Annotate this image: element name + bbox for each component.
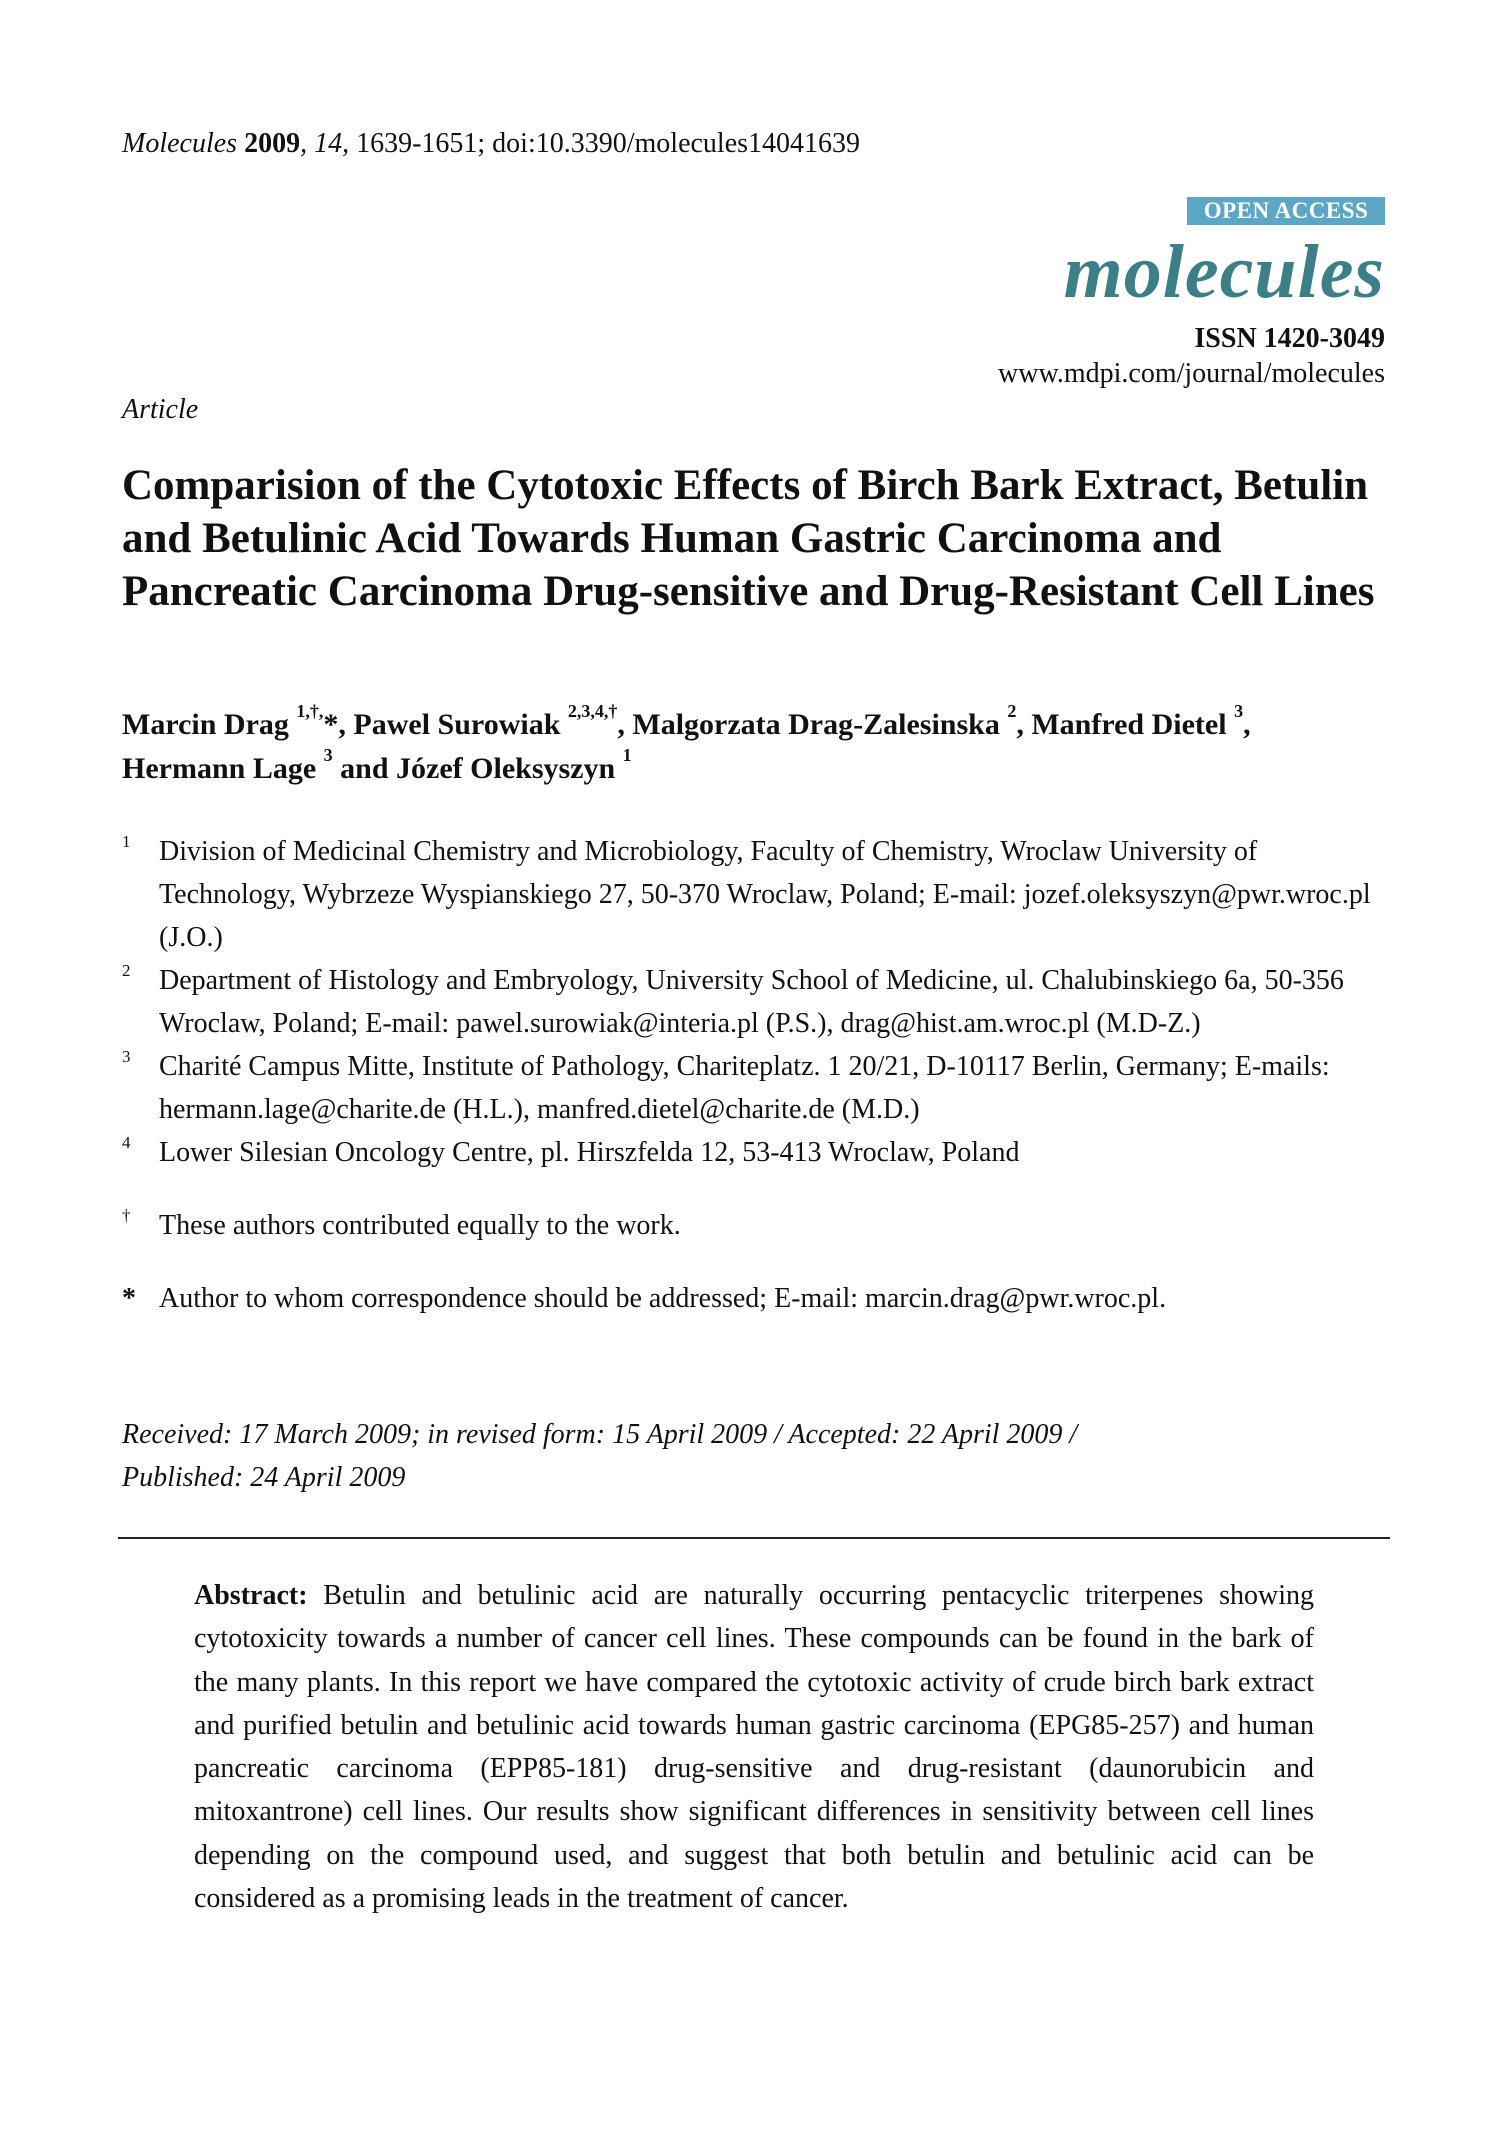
dagger-mark: † bbox=[122, 1206, 131, 1225]
affiliation-text: Charité Campus Mitte, Institute of Pathology, Chariteplatz. 1 20/21, D-10117 Berlin, Germany; E-mails: hermann.lage@charite.de (H.L.), manfred.dietel@charite.de (M.D.) bbox=[159, 1051, 1330, 1125]
affiliation-number: 4 bbox=[122, 1133, 131, 1152]
author-separator: and bbox=[332, 752, 397, 785]
affiliation-text: Division of Medicinal Chemistry and Microbiology, Faculty of Chemistry, Wroclaw University of Technology, Wybrzeze Wyspianskiego 27, 50-370 Wroclaw, Poland; E-mail: jozef.oleksyszyn@pwr.wroc.pl (J.O.) bbox=[159, 836, 1371, 953]
abstract-label: Abstract: bbox=[194, 1580, 308, 1611]
section-divider bbox=[118, 1537, 1390, 1539]
equal-contribution-text: These authors contributed equally to the work. bbox=[159, 1210, 681, 1241]
citation-line bbox=[122, 126, 860, 162]
author-separator: *, bbox=[323, 708, 354, 741]
spacer bbox=[122, 1174, 1392, 1204]
affiliation-number: 1 bbox=[122, 832, 131, 851]
author-affiliation-marks: 3 bbox=[323, 745, 333, 765]
article-type: Article bbox=[122, 394, 199, 425]
open-access-badge: OPEN ACCESS bbox=[1187, 197, 1385, 225]
author-affiliation-marks: 2,3,4,† bbox=[567, 701, 618, 721]
author-separator: , bbox=[1016, 708, 1032, 741]
pages-doi: 1639-1651; doi:10.3390/molecules14041639 bbox=[349, 128, 861, 159]
author-name: Manfred Dietel bbox=[1031, 708, 1227, 741]
journal-url: www.mdpi.com/journal/molecules bbox=[998, 358, 1385, 389]
affiliation-item bbox=[122, 1045, 1392, 1131]
author-name: Hermann Lage bbox=[122, 752, 317, 785]
author-affiliation-marks: 1,†, bbox=[296, 701, 324, 721]
correspondence-note bbox=[122, 1277, 1392, 1320]
abstract bbox=[194, 1574, 1314, 1920]
affiliation-item bbox=[122, 830, 1392, 959]
publication-dates bbox=[122, 1413, 1392, 1499]
paper-title: Comparision of the Cytotoxic Effects of Birch Bark Extract, Betulin and Betulinic Acid Towards Human Gastric Carcinoma and Pancreatic Carcinoma Drug-sensitive and Drug-Resistant Cell Lines bbox=[122, 462, 1375, 615]
author-list bbox=[122, 703, 1392, 791]
affiliation-text: Department of Histology and Embryology, University School of Medicine, ul. Chalubinskiego 6a, 50-356 Wroclaw, Poland; E-mail: pawel.surowiak@interia.pl (P.S.), drag@hist.am.wroc.pl (M.D-Z.) bbox=[159, 965, 1344, 1039]
journal-logo: molecules bbox=[1063, 230, 1385, 314]
issn: ISSN 1420-3049 bbox=[1194, 323, 1385, 354]
author-name: Józef Oleksyszyn bbox=[396, 752, 616, 785]
journal-short-name: Molecules bbox=[122, 128, 238, 159]
author-affiliation-marks: 1 bbox=[622, 745, 632, 765]
author-name: Marcin Drag bbox=[122, 708, 289, 741]
volume-number: , 14, bbox=[300, 128, 350, 159]
asterisk-mark: * bbox=[122, 1283, 136, 1314]
correspondence-text: Author to whom correspondence should be addressed; E-mail: marcin.drag@pwr.wroc.pl. bbox=[159, 1283, 1167, 1314]
affiliation-text: Lower Silesian Oncology Centre, pl. Hirszfelda 12, 53-413 Wroclaw, Poland bbox=[159, 1137, 1020, 1168]
affiliation-item bbox=[122, 959, 1392, 1045]
author-affiliation-marks: 3 bbox=[1234, 701, 1244, 721]
spacer bbox=[122, 1247, 1392, 1277]
author-affiliation-marks: 2 bbox=[1007, 701, 1017, 721]
author-separator: , bbox=[617, 708, 633, 741]
author-name: Pawel Surowiak bbox=[353, 708, 561, 741]
abstract-text: Betulin and betulinic acid are naturally occurring pentacyclic triterpenes showing cytotoxicity towards a number of cancer cell lines. These compounds can be found in the bark of the many plants. In this report we have compared the cytotoxic activity of crude birch bark extract and purified betulin and betulinic acid towards human gastric carcinoma (EPG85-257) and human pancreatic carcinoma (EPP85-181) drug-sensitive and drug-resistant (daunorubicin and mitoxantrone) cell lines. Our results show significant differences in sensitivity between cell lines depending on the compound used, and suggest that both betulin and betulinic acid can be considered as a promising leads in the treatment of cancer. bbox=[194, 1580, 1314, 1915]
affiliation-number: 2 bbox=[122, 961, 131, 980]
dates-line-published: Published: 24 April 2009 bbox=[122, 1462, 406, 1493]
affiliation-number: 3 bbox=[122, 1047, 131, 1066]
affiliation-item bbox=[122, 1131, 1392, 1174]
author-name: Malgorzata Drag-Zalesinska bbox=[632, 708, 1000, 741]
author-separator: , bbox=[1243, 708, 1251, 741]
publication-year: 2009 bbox=[244, 128, 301, 159]
equal-contribution-note bbox=[122, 1204, 1392, 1247]
dates-line-received: Received: 17 March 2009; in revised form: 15 April 2009 / Accepted: 22 April 2009 / bbox=[122, 1419, 1078, 1450]
affiliation-list bbox=[122, 830, 1392, 1320]
